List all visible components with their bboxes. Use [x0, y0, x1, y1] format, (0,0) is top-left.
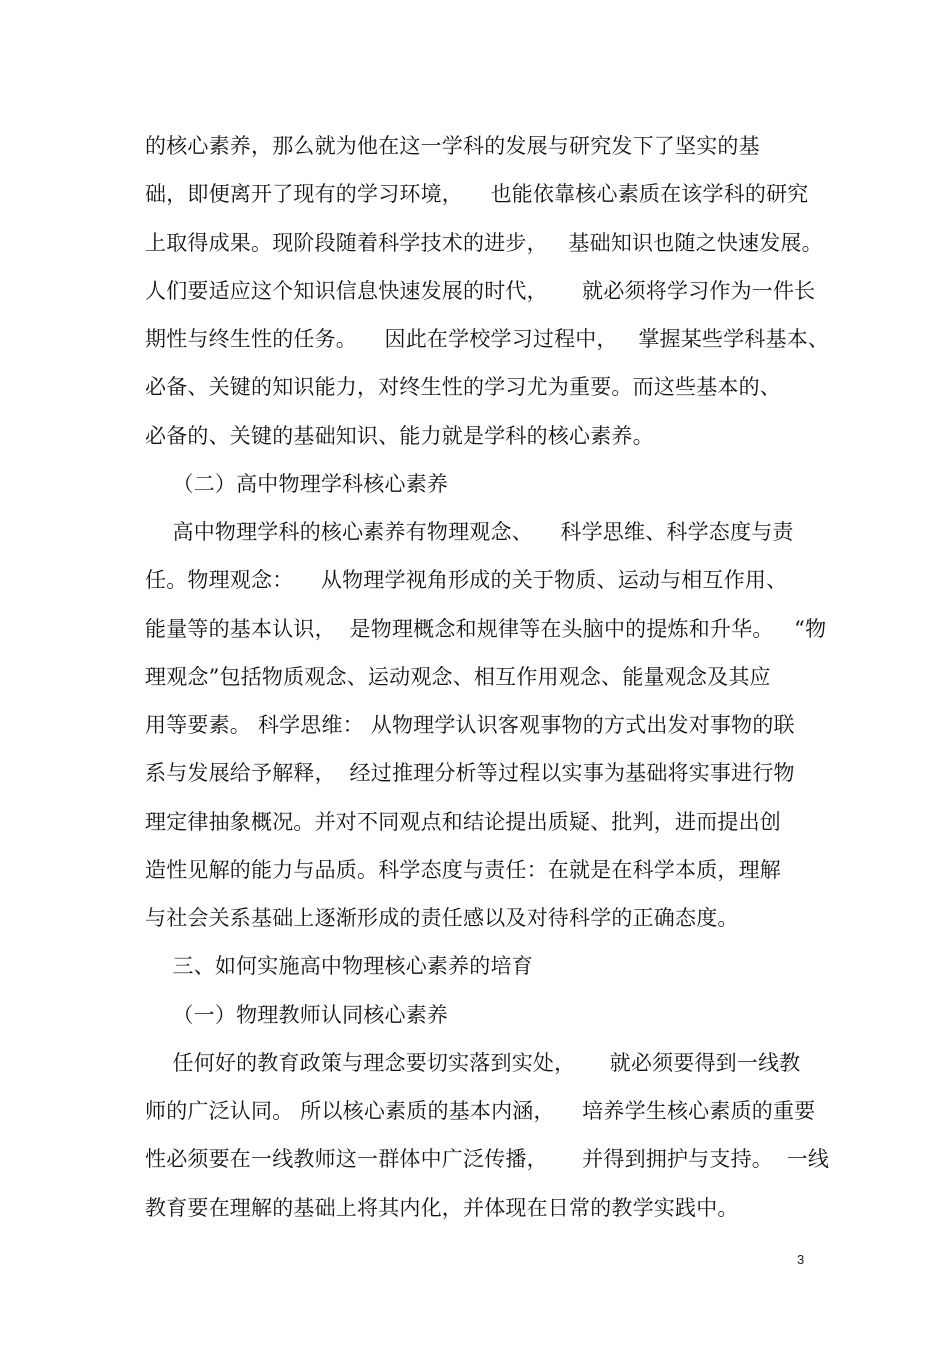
- body-line: 性必须要在一线教师这一群体中广泛传播， 并得到拥护与支持。 一线: [145, 1147, 830, 1171]
- section-heading: 三、如何实施高中物理核心素养的培育: [145, 954, 533, 978]
- body-line: 上取得成果。现阶段随着科学技术的进步， 基础知识也随之快速发展。: [145, 231, 823, 255]
- body-line: 的核心素养，那么就为他在这一学科的发展与研究发下了坚实的基: [145, 134, 760, 158]
- body-line: 人们要适应这个知识信息快速发展的时代， 就必须将学习作为一件长: [145, 279, 816, 303]
- body-line: 任。物理观念： 从物理学视角形成的关于物质、运动与相互作用、: [145, 568, 788, 592]
- body-line: 能量等的基本认识， 是物理概念和规律等在头脑中的提炼和升华。 “物: [145, 617, 827, 641]
- body-line: 理观念”包括物质观念、运动观念、相互作用观念、能量观念及其应: [145, 665, 771, 689]
- body-line: 与社会关系基础上逐渐形成的责任感以及对待科学的正确态度。: [145, 906, 739, 930]
- section-heading: （二）高中物理学科核心素养: [145, 472, 449, 496]
- body-line: 造性见解的能力与品质。科学态度与责任：在就是在科学本质，理解: [145, 858, 781, 882]
- body-line: 高中物理学科的核心素养有物理观念、 科学思维、科学态度与责: [145, 520, 794, 544]
- body-line: 任何好的教育政策与理念要切实落到实处， 就必须要得到一线教: [145, 1051, 801, 1075]
- body-line: 系与发展给予解释， 经过推理分析等过程以实事为基础将实事进行物: [145, 761, 795, 785]
- section-heading: （一）物理教师认同核心素养: [145, 1003, 449, 1027]
- body-line: 必备的、关键的基础知识、能力就是学科的核心素养。: [145, 424, 654, 448]
- body-line: 教育要在理解的基础上将其内化，并体现在日常的教学实践中。: [145, 1196, 739, 1220]
- body-line: 础，即便离开了现有的学习环境， 也能依靠核心素质在该学科的研究: [145, 182, 809, 206]
- body-line: 期性与终生性的任务。 因此在学校学习过程中， 掌握某些学科基本、: [145, 327, 830, 351]
- body-line: 用等要素。 科学思维： 从物理学认识客观事物的方式出发对事物的联: [145, 713, 795, 737]
- body-line: 理定律抽象概况。并对不同观点和结论提出质疑、批判，进而提出创: [145, 810, 781, 834]
- body-line: 师的广泛认同。 所以核心素质的基本内涵， 培养学生核心素质的重要: [145, 1099, 816, 1123]
- body-line: 必备、关键的知识能力，对终生性的学习尤为重要。而这些基本的、: [145, 375, 781, 399]
- page-number: 3: [797, 1252, 805, 1267]
